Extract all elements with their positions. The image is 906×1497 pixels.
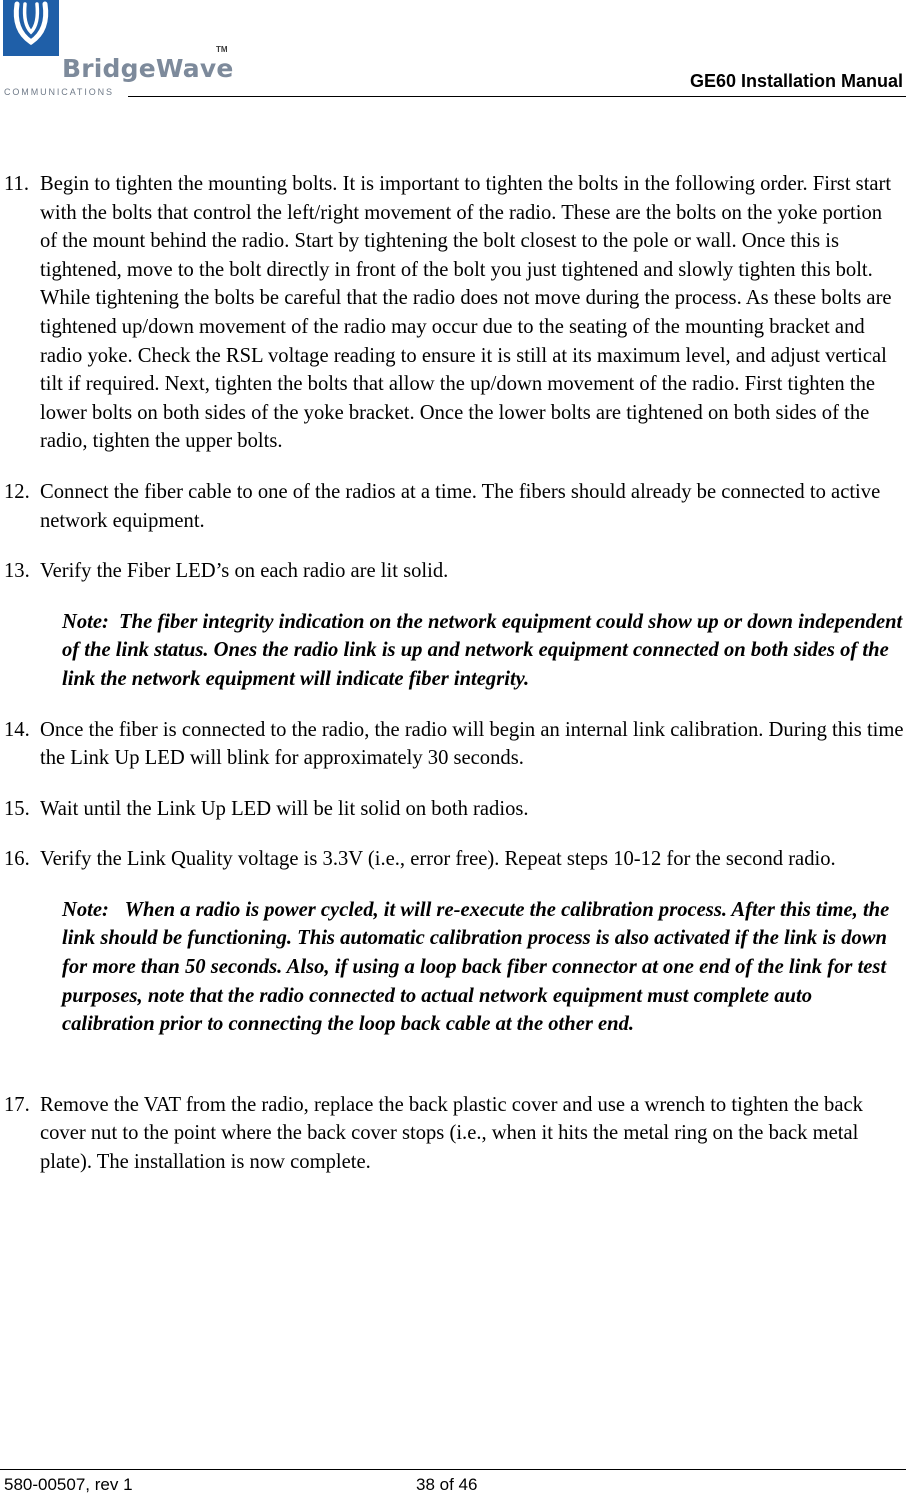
step-text: Verify the Link Quality voltage is 3.3V (i.e., error free). Repeat steps 10-12 for the second radio. [40, 848, 836, 871]
step-text: Once the fiber is connected to the radio, the radio will begin an internal link calibration. During this time the Link Up LED will blink for approximately 30 seconds. [40, 718, 904, 770]
note-text: When a radio is power cycled, it will re-execute the calibration process. After this time, the link should be functioning. This automatic calibration process is also activated if the link is down for more than 50 seconds. Also, if using a loop back fiber connector at one end of the link for test purposes, note that the radio connected to actual network equipment must complete auto calibration prior to connecting the loop back cable at the other end. [62, 898, 890, 1036]
step-text: Wait until the Link Up LED will be lit solid on both radios. [40, 797, 529, 820]
page-header [0, 0, 906, 100]
list-item [4, 478, 904, 535]
logo-name: BridgeWave [62, 54, 234, 83]
note-block [4, 608, 904, 694]
list-item [4, 716, 904, 773]
step-number: 14. [4, 718, 30, 741]
step-text: Connect the fiber cable to one of the radios at a time. The fibers should already be connected to active network equipment. [40, 480, 881, 532]
step-number: 16. [4, 848, 30, 871]
step-text: Begin to tighten the mounting bolts. It is important to tighten the bolts in the following order. First start with the bolts that control the left/right movement of the radio. These are the bolts on the yoke portion of the mount behind the radio. Start by tightening the bolt closest to the pole or wall. Once this is tightened, move to the bolt directly in front of the bolt you just tightened and slowly tighten this bolt. While tightening the bolts be careful that the radio does not move during the process. As these bolts are tightened up/down movement of the radio may occur due to the seating of the mounting bracket and radio yoke. Check the RSL voltage reading to ensure it is still at its maximum level, and adjust vertical tilt if required. Next, tighten the bolts that allow the up/down movement of the radio. First tighten the lower bolts on both sides of the yoke bracket. Once the lower bolts are tightened on both sides of the radio, tighten the upper bolts. [40, 173, 892, 453]
bridgewave-logo-icon [3, 0, 59, 56]
list-item [4, 1091, 904, 1177]
step-number: 11. [4, 173, 29, 195]
note-label: Note: [62, 610, 109, 633]
note-label: Note: [62, 898, 109, 921]
spacer [4, 1061, 904, 1091]
document-title: GE60 Installation Manual [689, 71, 903, 91]
step-text: Remove the VAT from the radio, replace the back plastic cover and use a wrench to tighten the back cover nut to the point where the back cover stops (i.e., when it hits the metal ring on the back metal plate). The installation is now complete. [40, 1093, 863, 1174]
note-block [4, 896, 904, 1039]
list-item [4, 170, 904, 456]
step-number: 13. [4, 560, 30, 583]
list-item [4, 795, 904, 824]
list-item [4, 557, 904, 586]
step-text: Verify the Fiber LED’s on each radio are lit solid. [40, 560, 449, 583]
document-number: 580-00507, rev 1 [4, 1475, 133, 1494]
logo-trademark: TM [216, 45, 228, 54]
note-text: The fiber integrity indication on the network equipment could show up or down independent of the link status. Ones the radio link is up and network equipment connected on both sides of the link the network equipment will indicate fiber integrity. [62, 610, 903, 690]
header-divider [128, 96, 906, 97]
step-number: 12. [4, 480, 30, 503]
footer-divider [0, 1469, 906, 1470]
bridgewave-logo [0, 0, 234, 100]
page-number: 38 of 46 [416, 1475, 478, 1494]
list-item [4, 845, 904, 874]
step-number: 17. [4, 1093, 30, 1116]
step-number: 15. [4, 797, 30, 820]
logo-subtitle: COMMUNICATIONS [4, 87, 114, 97]
page-body [4, 170, 904, 1177]
